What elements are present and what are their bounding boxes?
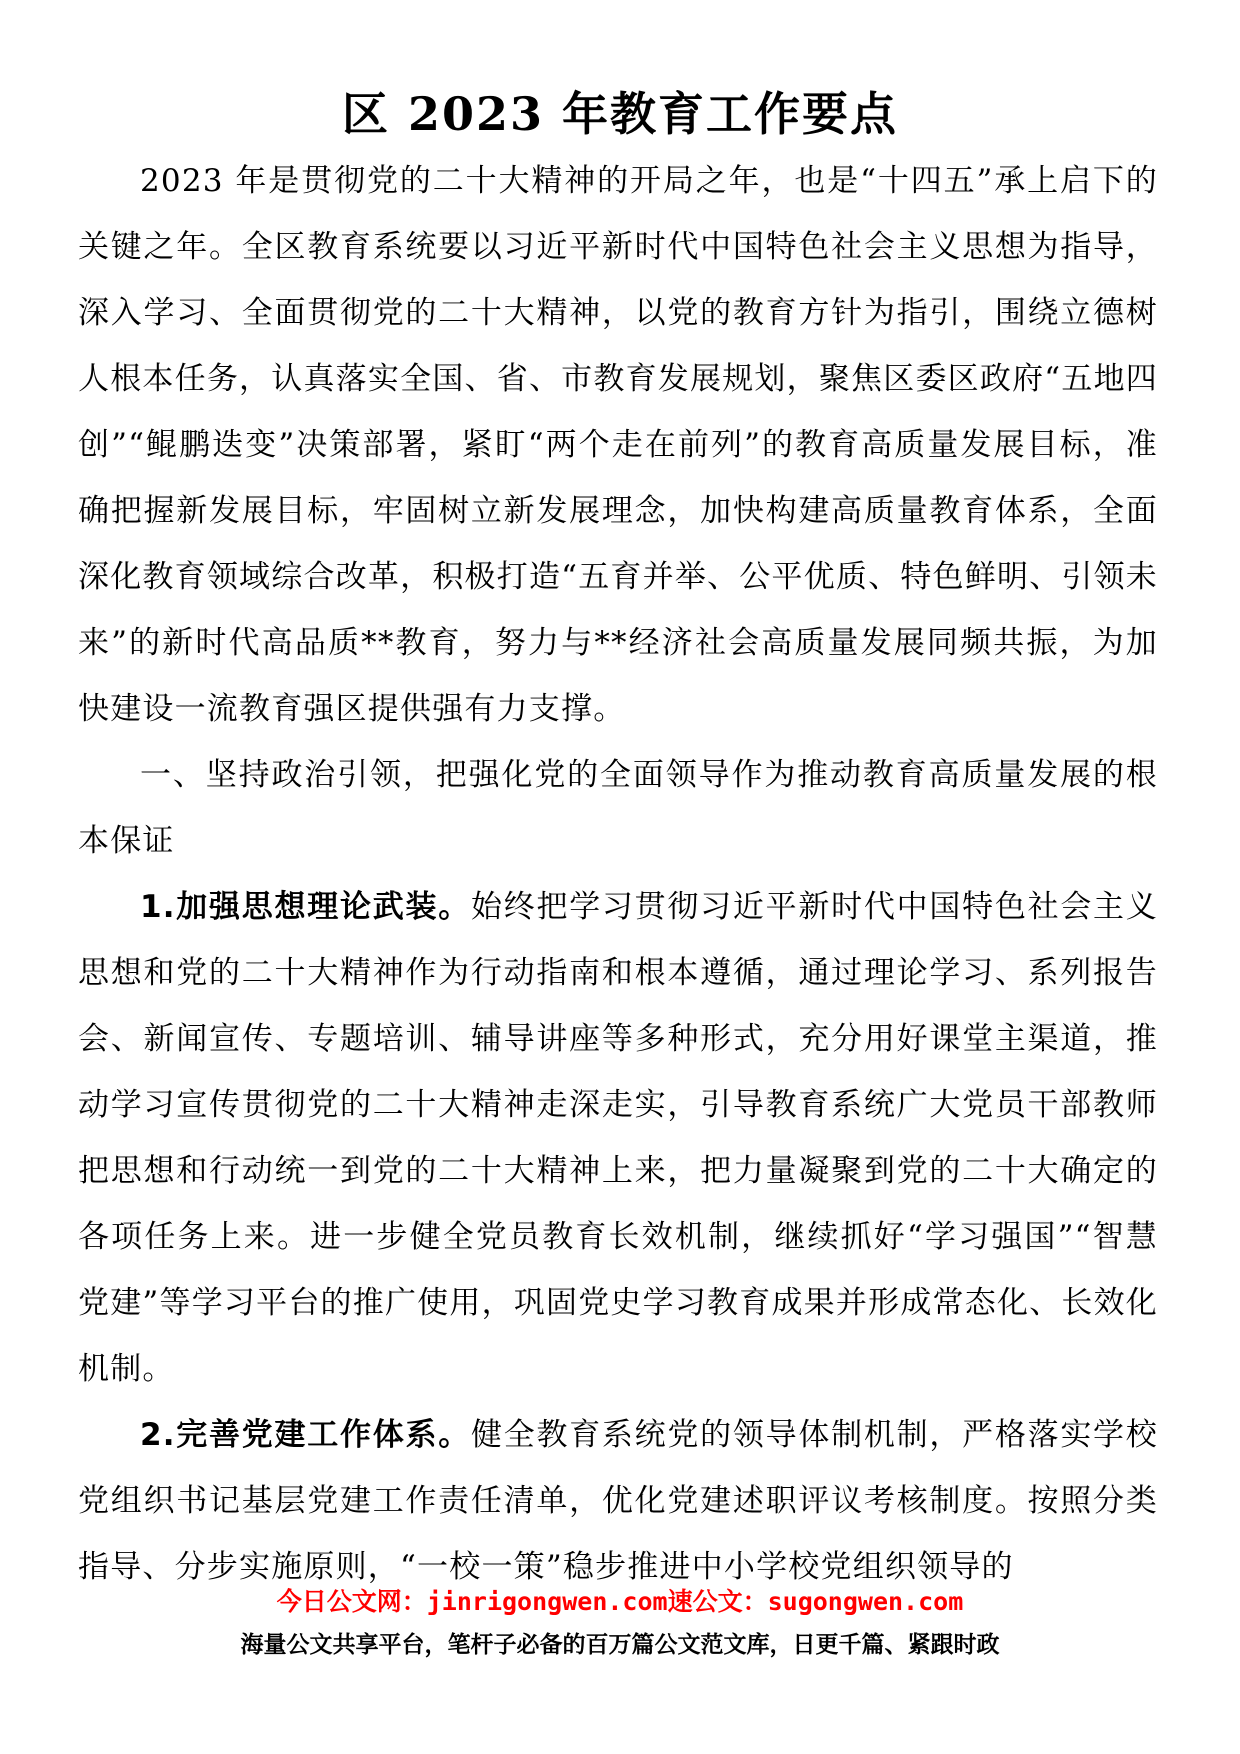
footer-tagline: 海量公文共享平台，笔杆子必备的百万篇公文范文库，日更千篇、紧跟时政	[240, 1632, 1000, 1658]
section-heading: 一、坚持政治引领，把强化党的全面领导作为推动教育高质量发展的根本保证	[78, 757, 1158, 859]
site2-name: 速公文：	[667, 1587, 768, 1616]
item-lead-2: 2.完善党建工作体系。	[140, 1417, 471, 1453]
item-lead-1: 1.加强思想理论武装。	[140, 889, 471, 925]
item-paragraph-2	[78, 1402, 1158, 1600]
site1-name: 今日公文网：	[276, 1587, 427, 1616]
site1-url[interactable]: jinrigongwen.com	[426, 1587, 668, 1616]
intro-paragraph: 2023 年是贯彻党的二十大精神的开局之年，也是“十四五”承上启下的关键之年。全区教育系统要以习近平新时代中国特色社会主义思想为指导，深入学习、全面贯彻党的二十大精神，以党的教育方针为指引，围绕立德树人根本任务，认真落实全国、省、市教育发展规划，聚焦区委区政府“五地四创”“鲲鹏迭变”决策部署，紧盯“两个走在前列”的教育高质量发展目标，准确把握新发展目标，牢固树立新发展理念，加快构建高质量教育体系，全面深化教育领域综合改革，积极打造“五育并举、公平优质、特色鲜明、引领未来”的新时代高品质**教育，努力与**经济社会高质量发展同频共振，为加快建设一流教育强区提供强有力支撑。	[78, 163, 1158, 727]
document-body	[78, 148, 1158, 1600]
site2-url[interactable]: sugongwen.com	[767, 1587, 964, 1616]
item-paragraph-1	[78, 874, 1158, 1402]
document-title: 区 2023 年教育工作要点	[341, 87, 899, 141]
item-text-1: 始终把学习贯彻习近平新时代中国特色社会主义思想和党的二十大精神作为行动指南和根本遵循，通过理论学习、系列报告会、新闻宣传、专题培训、辅导讲座等多种形式，充分用好课堂主渠道，推动学习宣传贯彻党的二十大精神走深走实，引导教育系统广大党员干部教师把思想和行动统一到党的二十大精神上来，把力量凝聚到党的二十大确定的各项任务上来。进一步健全党员教育长效机制，继续抓好“学习强国”“智慧党建”等学习平台的推广使用，巩固党史学习教育成果并形成常态化、长效化机制。	[78, 889, 1158, 1387]
footer-sites	[0, 1582, 1240, 1618]
item-text-2: 健全教育系统党的领导体制机制，严格落实学校党组织书记基层党建工作责任清单，优化党建述职评议考核制度。按照分类指导、分步实施原则，“一校一策”稳步推进中小学校党组织领导的	[78, 1417, 1158, 1585]
